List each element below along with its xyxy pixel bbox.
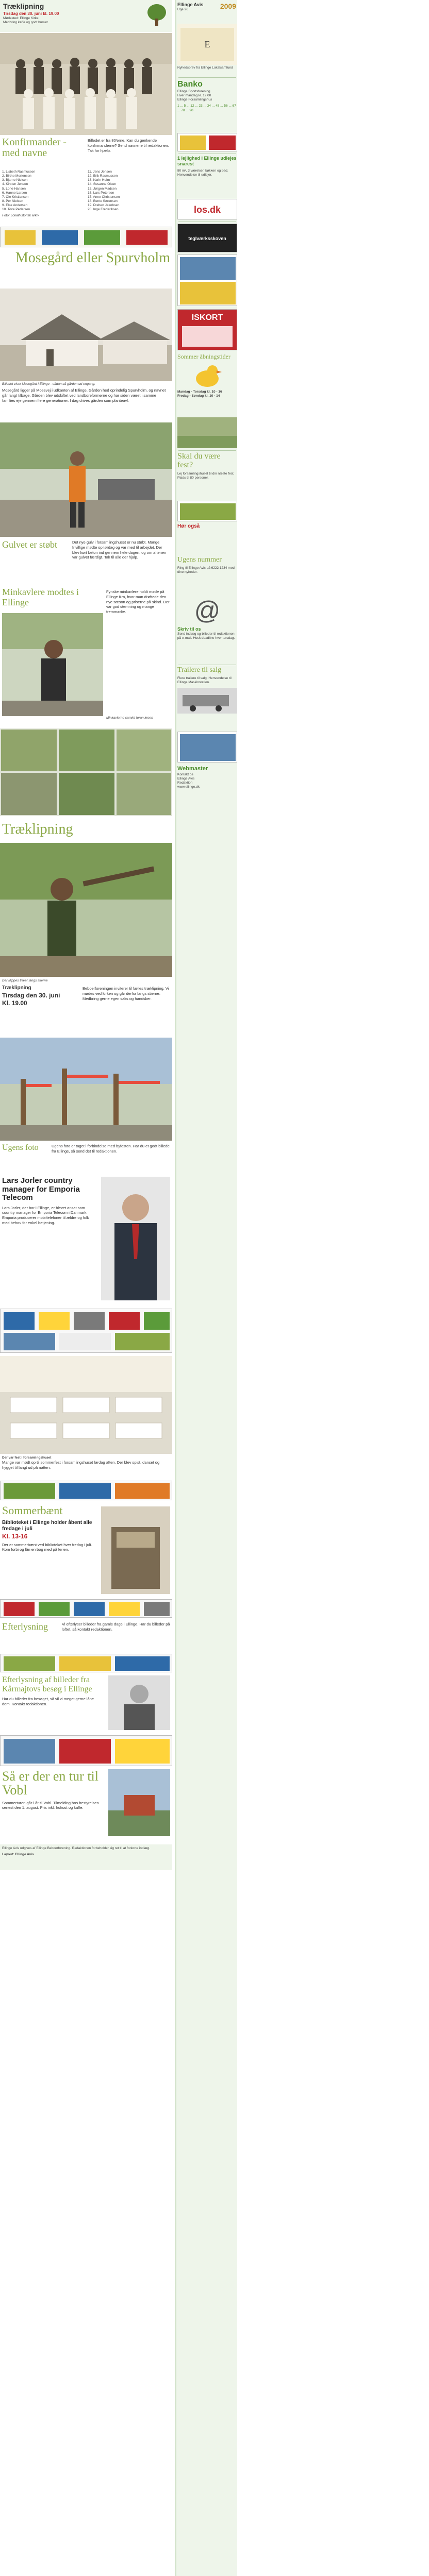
at-heading: Skriv til os [177, 626, 201, 632]
tur-section [0, 1769, 172, 1841]
los-logo-text: los.dk [193, 205, 221, 215]
ad-strip-4[interactable] [0, 1599, 172, 1618]
efterlysning2-section [0, 1675, 172, 1732]
tur-photo [108, 1769, 170, 1836]
fest-photo [0, 1356, 172, 1454]
konfirmander-credit: Foto: Lokalhistorisk arkiv [2, 214, 39, 218]
lars-jorler-section [0, 1177, 172, 1306]
list-item: 19. Preben Jakobsen [88, 204, 120, 207]
efterlysning2-body: Har du billeder fra besøget, så vil vi meget gerne låne dem. Kontakt redaktionen. [2, 1697, 94, 1706]
traeklipning-info [0, 979, 172, 1036]
list-item: 18. Bente Sørensen [88, 199, 118, 203]
efterlysning-body: Vi efterlyser billeder fra gamle dage i Ellinge. Har du billeder på loftet, så kontakt redaktionen. [62, 1622, 170, 1632]
hovedst-box [177, 523, 237, 554]
gulvet-heading: Gulvet er støbt [2, 539, 57, 550]
sidebar-issue: Uge 26 [177, 8, 188, 12]
traeklipning-caption: Der klippes træer langs stierne [2, 979, 48, 982]
konfirmander-intro: Billedet er fra 80'erne. Kan du genkende konfirmanderne? Send navnene til redaktionen. Tak for hjælp. [88, 138, 169, 153]
at-box [177, 596, 237, 663]
konfirmander-names-right [88, 170, 170, 212]
sidebar-masthead-art [177, 24, 237, 65]
list-item: 14. Susanne Olsen [88, 182, 117, 187]
ugens-nummer-body: Ring til Ellinge Avis på 6222 1234 med dine nyheder. [177, 566, 235, 574]
traeklipning-heading-block [0, 820, 172, 841]
list-item: 6. Hanne Larsen [2, 191, 27, 195]
efterlysning2-photo [108, 1675, 170, 1730]
list-item: 16. Lars Petersen [88, 191, 114, 195]
iskort-title: ISKORT [191, 313, 223, 322]
lejlighed-body: 80 m², 3 værelser, køkken og bad. Henvendelse til udlejer. [177, 168, 228, 177]
sommerbaent-photo [101, 1506, 170, 1594]
trailer-box [177, 667, 237, 728]
header-banner [0, 0, 172, 32]
list-item: 15. Jørgen Madsen [88, 187, 117, 191]
list-item: 17. Anne Christensen [88, 195, 120, 199]
page-title: Træklipning [3, 2, 44, 10]
minkavlere-section [0, 587, 172, 726]
list-item: 13. Karin Holm [88, 178, 110, 182]
mosegaard-photo [0, 289, 172, 381]
konfirmander-names-left [2, 170, 85, 212]
lars-jorler-body: Lars Jorler, der bor i Ellinge, er blevet ansat som country manager for Emporia Telecom i Danmark. Emporia producerer mobiltelefoner til ældre og folk med behov for enkel betjening. [2, 1205, 89, 1225]
traeklipning-box-title: Træklipning [2, 985, 31, 991]
traeklipning-box-time: Kl. 19.00 [2, 999, 27, 1007]
lars-jorler-photo [101, 1177, 170, 1300]
ugens-foto-section [0, 1143, 172, 1174]
footer [0, 1844, 172, 1870]
teglv-ad[interactable] [177, 224, 237, 252]
konfirmander-photo [0, 33, 172, 135]
ad-strip-6[interactable] [0, 1735, 172, 1766]
banko-line-2: Hver mandag kl. 19.00 [177, 94, 211, 98]
efterlysning2-heading: Efterlysning af billeder fra Kårmajtovs besøg i Ellinge [2, 1675, 92, 1693]
banko-title: Banko [177, 80, 203, 89]
lejlighed-title: 1 lejlighed i Ellinge udlejes snarest [177, 156, 237, 167]
gulvet-body: Det nye gulv i forsamlingshuset er nu støbt. Mange frivillige mødte op lørdag og var med til arbejdet. Der blev kørt beton ind gennem hele dagen, og om aftenen var gulvet færdigt. Tak til alle der hjalp. [72, 540, 167, 560]
sommer-hours: Mandag - Torsdag kl. 10 - 16 [177, 390, 222, 394]
ad-strip-5[interactable] [0, 1654, 172, 1672]
mosegaard-heading: Mosegård eller Spurvholm [15, 250, 170, 266]
header-line-2: Medbring kaffe og godt humør [3, 20, 48, 24]
list-item: 11. Jens Jensen [88, 170, 112, 174]
sommerbaent-body: Der er sommerbænt ved biblioteket hver fredag i juli. Kom forbi og lån en bog med på ferien. [2, 1542, 92, 1552]
trailer-photo [177, 688, 237, 714]
svg-text:@: @ [194, 596, 221, 625]
sidebar-masthead [177, 2, 237, 23]
sommerbaent-section [0, 1503, 172, 1596]
webmaster-line-4[interactable]: www.ellinge.dk [177, 785, 200, 789]
ugens-foto-photo [0, 1038, 172, 1141]
svg-text:E: E [204, 39, 210, 49]
fest-box [177, 452, 237, 499]
list-item: 2. Birthe Mortensen [2, 174, 31, 178]
ad-strip-3[interactable] [0, 1481, 172, 1500]
banko-box [177, 79, 237, 131]
fest-body: Lej forsamlingshuset til din næste fest. Plads til 80 personer. [177, 471, 235, 480]
konfirmander-heading: Konfirmander - med navne [2, 137, 67, 159]
list-item: 8. Per Nielsen [2, 199, 23, 203]
traeklipning-heading: Træklipning [2, 821, 73, 837]
sommerbaent-heading: Sommerbænt [2, 1504, 63, 1517]
list-item: 9. Else Andersen [2, 204, 28, 207]
header-subtitle: Tirsdag den 30. juni kl. 19.00 [3, 11, 59, 16]
iskort-ad[interactable] [177, 309, 237, 350]
tur-heading: Så er der en tur til Vobl [2, 1769, 98, 1798]
footer-credit: Layout: Ellinge Avis [2, 1853, 34, 1857]
traeklipning-box [2, 985, 79, 1007]
sidebar-ad-4[interactable] [177, 732, 237, 762]
lars-jorler-heading: Lars Jorler country manager for Emporia Telecom [2, 1176, 80, 1202]
sommerbaent-time: Kl. 13-16 [2, 1532, 28, 1540]
list-item: 1. Lisbeth Rasmussen [2, 170, 36, 174]
at-body: Send indlæg og billeder til redaktionen på e-mail. Husk deadline hver torsdag. [177, 632, 235, 640]
fest-body: Mange var mødt op til sommerfest i forsamlingshuset lørdag aften. Der blev spist, danset og hygget til langt ud på natten. [2, 1460, 160, 1470]
konfirmander-section [0, 137, 172, 225]
sidebar-ad-3[interactable] [177, 501, 237, 521]
mosegaard-body: Mosegård ligger på Mosevej i udkanten af Ellinge. Gården hed oprindelig Spurvholm, og navnet går langt tilbage. Gården blev udskiftet ved landboreformerne og har siden været i samme families eje gennem flere generationer. I dag drives gården som planteavl. [2, 388, 166, 403]
minkavlere-heading: Minkavlere modtes i Ellinge [2, 587, 79, 607]
mosegaard-heading-block [0, 250, 172, 286]
ugens-foto-heading: Ugens foto [2, 1143, 39, 1152]
efterlysning-heading: Efterlysning [2, 1621, 48, 1632]
list-item: 7. Ole Kristiansen [2, 195, 29, 199]
minkavlere-photo-caption: Minkavlerne samlet foran kroen [106, 716, 153, 720]
banko-line-1: Ellinge Sportsforening [177, 90, 210, 93]
sommer-box [177, 353, 237, 415]
duck-icon [192, 362, 223, 388]
ugens-nummer-box [177, 556, 237, 592]
gulvet-section [0, 539, 172, 585]
ugens-foto-body: Ugens foto er taget i forbindelse med byfesten. Har du et godt billede fra Ellinge, så send det til redaktionen. [52, 1144, 170, 1154]
sidebar [175, 0, 237, 2576]
fest-section [0, 1456, 172, 1479]
minkavlere-body: Fynske minkavlere holdt møde på Ellinge Kro, hvor man drøftede den nye sæson og priserne på skind. Der var god stemning og mange fremmødte. [106, 589, 170, 614]
ugens-nummer-title: Ugens nummer [177, 556, 222, 564]
iskort-card [182, 326, 233, 347]
list-item: 4. Kirsten Jensen [2, 182, 28, 187]
fest-title: Skal du være fest? [177, 452, 221, 469]
list-item: 10. Tove Pedersen [2, 208, 30, 212]
teglv-title: teglværksskoven [188, 236, 226, 241]
trailer-body: Flere trailere til salg. Henvendelse til Ellinge Maskinstation. [177, 676, 232, 684]
list-item: 12. Erik Rasmussen [88, 174, 118, 178]
sommer-hours-2: Fredag - Søndag kl. 10 - 14 [177, 394, 220, 398]
efterlysning-section [0, 1621, 172, 1652]
ad-strip-1[interactable] [0, 227, 172, 247]
trailer-title: Trailere til salg [177, 666, 222, 674]
gulvet-photo [0, 422, 172, 537]
lejlighed-box [177, 156, 237, 197]
sidebar-photo-1 [177, 417, 237, 448]
sommerbaent-subtitle: Biblioteket i Ellinge holder åbent alle fredage i juli [2, 1519, 92, 1532]
webmaster-title: Webmaster [177, 766, 208, 772]
group-photos [0, 728, 172, 816]
fest-caption: Der var fest i forsamlingshuset [2, 1456, 52, 1460]
traeklipning-box-date: Tirsdag den 30. juni [2, 991, 60, 999]
los-logo[interactable] [177, 199, 237, 219]
minkavlere-photo [2, 613, 103, 716]
ad-strip-2[interactable] [0, 1309, 172, 1353]
sommer-title: Sommer åbningstider [177, 353, 230, 360]
mosegaard-text [0, 382, 172, 418]
traeklipning-photo [0, 843, 172, 977]
list-item: 20. Inge Frederiksen [88, 208, 119, 212]
tur-body: Sommerturen går i år til Vobl. Tilmelding hos bestyrelsen senest den 1. august. Pris inkl. frokost og kaffe. [2, 1800, 99, 1810]
webmaster-line-1: Kontakt os [177, 772, 193, 776]
sidebar-ad-2[interactable] [177, 255, 237, 306]
banko-line-3: Ellinge Forsamlingshus [177, 98, 212, 102]
sidebar-masthead-title: Ellinge Avis [177, 2, 204, 7]
traeklipning-body: Beboerforeningen inviterer til fælles træklipning. Vi mødes ved kirken og går derfra langs stierne. Medbring gerne egen saks og handsker. [82, 986, 169, 1001]
at-icon [192, 596, 223, 626]
sidebar-year: 2009 [220, 2, 236, 10]
header-line-1: Mødested: Ellinge Kirke [3, 16, 39, 20]
tree-icon [146, 3, 167, 27]
mosegaard-caption: Billedet viser Mosegård i Ellinge - sådan så gården ud engang. [2, 382, 95, 386]
webmaster-line-3: Redaktion [177, 781, 193, 785]
hovedst-title: Hør også [177, 523, 200, 529]
webmaster-line-2: Ellinge Avis [177, 776, 195, 781]
main-column [0, 0, 172, 2576]
list-item: 5. Lone Hansen [2, 187, 26, 191]
list-item: 3. Bjarne Nielsen [2, 178, 28, 182]
sidebar-ad-1[interactable] [177, 133, 237, 151]
webmaster-box [177, 766, 237, 812]
banko-numbers: 1 ... 5 ... 12 ... 23 ... 34 ... 45 ... 56 ... 67 ... 78 ... 90 [177, 104, 236, 112]
sidebar-mini-title: Nyhedsbrev fra Ellinge Lokalsamfund [177, 66, 233, 70]
footer-text: Ellinge Avis udgives af Ellinge Beboerforening. Redaktionen forbeholder sig ret til at forkorte indlæg. [2, 1846, 151, 1850]
